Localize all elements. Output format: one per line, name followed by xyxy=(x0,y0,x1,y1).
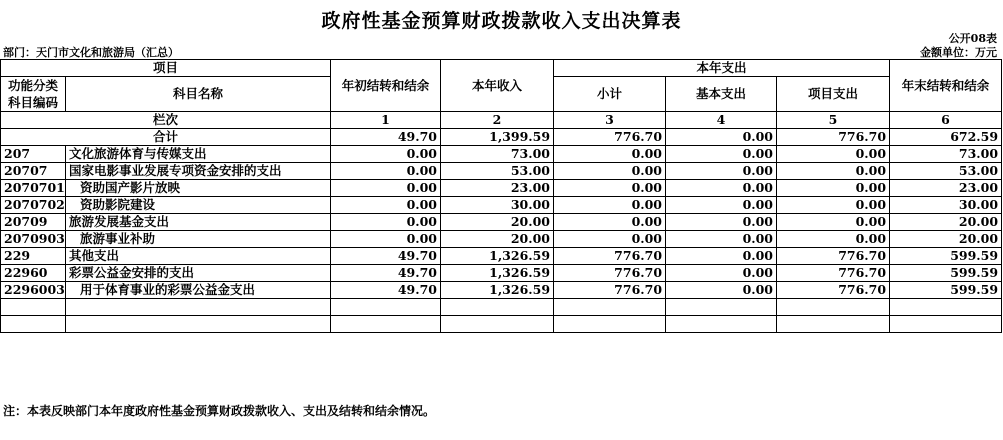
row-value: 20.00 xyxy=(890,214,1002,231)
row-value: 20.00 xyxy=(441,231,554,248)
table-row xyxy=(1,265,1002,282)
row-value: 0.00 xyxy=(777,197,890,214)
row-value: 776.70 xyxy=(777,282,890,299)
empty-cell xyxy=(554,299,666,316)
row-name: 旅游发展基金支出 xyxy=(66,214,331,231)
row-code: 20707 xyxy=(1,163,66,180)
header-func-code: 功能分类科目编码 xyxy=(1,77,66,112)
table-row xyxy=(1,197,1002,214)
table-row xyxy=(1,214,1002,231)
row-value: 0.00 xyxy=(331,180,441,197)
row-value: 0.00 xyxy=(554,197,666,214)
header-income: 本年收入 xyxy=(441,60,554,112)
total-value: 776.70 xyxy=(554,129,666,146)
row-value: 20.00 xyxy=(890,231,1002,248)
row-value: 53.00 xyxy=(890,163,1002,180)
row-value: 0.00 xyxy=(554,231,666,248)
row-name: 资助影院建设 xyxy=(66,197,331,214)
table-row xyxy=(1,180,1002,197)
row-value: 0.00 xyxy=(777,180,890,197)
column-number-label: 栏次 xyxy=(1,112,331,129)
row-name: 国家电影事业发展专项资金安排的支出 xyxy=(66,163,331,180)
empty-cell xyxy=(1,316,66,333)
row-code: 2070903 xyxy=(1,231,66,248)
table-row xyxy=(1,163,1002,180)
column-number: 2 xyxy=(441,112,554,129)
row-value: 0.00 xyxy=(666,163,777,180)
header-basic: 基本支出 xyxy=(666,77,777,112)
header-opening: 年初结转和结余 xyxy=(331,60,441,112)
total-value: 1,399.59 xyxy=(441,129,554,146)
row-value: 73.00 xyxy=(890,146,1002,163)
column-number: 6 xyxy=(890,112,1002,129)
department-label: 部门：天门市文化和旅游局（汇总） xyxy=(3,46,179,59)
row-value: 0.00 xyxy=(777,231,890,248)
header-project-group: 项目 xyxy=(1,60,331,77)
row-value: 20.00 xyxy=(441,214,554,231)
table-row xyxy=(1,248,1002,265)
row-value: 0.00 xyxy=(666,146,777,163)
row-value: 776.70 xyxy=(554,282,666,299)
empty-cell xyxy=(331,316,441,333)
header-closing: 年末结转和结余 xyxy=(890,60,1002,112)
row-value: 0.00 xyxy=(777,163,890,180)
row-value: 776.70 xyxy=(554,248,666,265)
budget-table xyxy=(0,59,1002,333)
column-number: 5 xyxy=(777,112,890,129)
row-name: 文化旅游体育与传媒支出 xyxy=(66,146,331,163)
header-expense-group: 本年支出 xyxy=(554,60,890,77)
header-row-1 xyxy=(1,60,1002,77)
column-number: 1 xyxy=(331,112,441,129)
empty-row xyxy=(1,316,1002,333)
row-value: 53.00 xyxy=(441,163,554,180)
column-number: 3 xyxy=(554,112,666,129)
empty-cell xyxy=(441,316,554,333)
row-name: 用于体育事业的彩票公益金支出 xyxy=(66,282,331,299)
row-value: 0.00 xyxy=(777,146,890,163)
total-value: 49.70 xyxy=(331,129,441,146)
total-value: 776.70 xyxy=(777,129,890,146)
row-value: 0.00 xyxy=(666,231,777,248)
row-code: 22960 xyxy=(1,265,66,282)
table-row xyxy=(1,146,1002,163)
column-number: 4 xyxy=(666,112,777,129)
row-value: 0.00 xyxy=(331,197,441,214)
row-value: 0.00 xyxy=(666,248,777,265)
row-value: 776.70 xyxy=(777,265,890,282)
row-value: 0.00 xyxy=(331,214,441,231)
header-subtotal: 小计 xyxy=(554,77,666,112)
row-code: 229 xyxy=(1,248,66,265)
row-value: 1,326.59 xyxy=(441,265,554,282)
row-name: 彩票公益金安排的支出 xyxy=(66,265,331,282)
empty-cell xyxy=(1,299,66,316)
row-value: 0.00 xyxy=(554,180,666,197)
empty-cell xyxy=(890,299,1002,316)
row-code: 2070702 xyxy=(1,197,66,214)
form-code: 公开08表 xyxy=(948,32,997,45)
row-value: 49.70 xyxy=(331,265,441,282)
empty-cell xyxy=(666,299,777,316)
empty-cell xyxy=(777,299,890,316)
row-value: 599.59 xyxy=(890,282,1002,299)
empty-row xyxy=(1,299,1002,316)
row-value: 23.00 xyxy=(890,180,1002,197)
row-code: 20709 xyxy=(1,214,66,231)
empty-cell xyxy=(331,299,441,316)
unit-label: 金额单位：万元 xyxy=(920,46,997,59)
row-value: 0.00 xyxy=(666,180,777,197)
row-value: 0.00 xyxy=(331,163,441,180)
row-value: 0.00 xyxy=(666,282,777,299)
row-value: 1,326.59 xyxy=(441,248,554,265)
total-row xyxy=(1,129,1002,146)
total-value: 672.59 xyxy=(890,129,1002,146)
empty-cell xyxy=(66,316,331,333)
row-value: 0.00 xyxy=(666,214,777,231)
row-value: 0.00 xyxy=(554,163,666,180)
row-value: 0.00 xyxy=(777,214,890,231)
row-value: 0.00 xyxy=(331,231,441,248)
total-value: 0.00 xyxy=(666,129,777,146)
row-value: 49.70 xyxy=(331,282,441,299)
row-code: 2296003 xyxy=(1,282,66,299)
row-value: 0.00 xyxy=(554,146,666,163)
row-value: 0.00 xyxy=(554,214,666,231)
footnote: 注：本表反映部门本年度政府性基金预算财政拨款收入、支出及结转和结余情况。 xyxy=(3,404,436,418)
row-value: 0.00 xyxy=(666,197,777,214)
row-value: 49.70 xyxy=(331,248,441,265)
empty-cell xyxy=(777,316,890,333)
row-value: 0.00 xyxy=(666,265,777,282)
header-project: 项目支出 xyxy=(777,77,890,112)
row-value: 776.70 xyxy=(554,265,666,282)
row-value: 0.00 xyxy=(331,146,441,163)
report-title: 政府性基金预算财政拨款收入支出决算表 xyxy=(321,10,682,32)
row-code: 2070701 xyxy=(1,180,66,197)
row-name: 资助国产影片放映 xyxy=(66,180,331,197)
row-value: 73.00 xyxy=(441,146,554,163)
row-value: 1,326.59 xyxy=(441,282,554,299)
empty-cell xyxy=(554,316,666,333)
empty-cell xyxy=(666,316,777,333)
row-value: 23.00 xyxy=(441,180,554,197)
row-value: 599.59 xyxy=(890,248,1002,265)
row-value: 30.00 xyxy=(890,197,1002,214)
row-value: 776.70 xyxy=(777,248,890,265)
row-value: 599.59 xyxy=(890,265,1002,282)
row-name: 其他支出 xyxy=(66,248,331,265)
header-subject-name: 科目名称 xyxy=(66,77,331,112)
empty-cell xyxy=(441,299,554,316)
empty-cell xyxy=(66,299,331,316)
row-code: 207 xyxy=(1,146,66,163)
table-row xyxy=(1,282,1002,299)
row-value: 30.00 xyxy=(441,197,554,214)
row-name: 旅游事业补助 xyxy=(66,231,331,248)
empty-cell xyxy=(890,316,1002,333)
column-number-row xyxy=(1,112,1002,129)
table-row xyxy=(1,231,1002,248)
total-label: 合计 xyxy=(1,129,331,146)
